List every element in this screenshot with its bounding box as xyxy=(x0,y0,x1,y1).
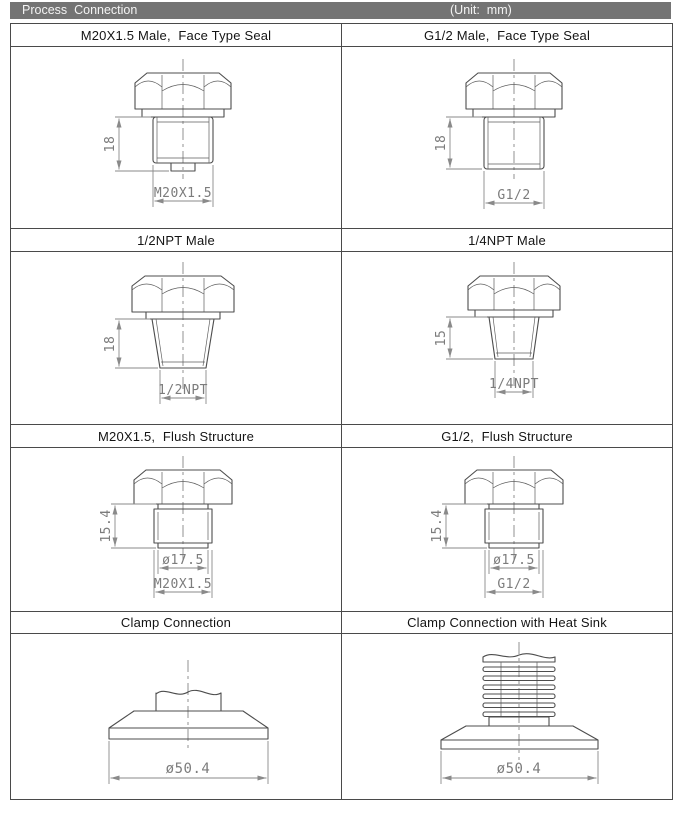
drawing-cell-14npt xyxy=(342,252,672,424)
dim-height-label: 18 xyxy=(103,135,118,153)
drawing-g12-flush xyxy=(342,448,672,611)
height-dimension xyxy=(430,504,487,548)
height-dimension xyxy=(103,319,158,368)
thread-label: M20X1.5 xyxy=(153,186,213,201)
title-g12-flush: G1/2, Flush Structure xyxy=(441,428,573,444)
title-row-3 xyxy=(11,425,672,448)
title-m20-flush: M20X1.5, Flush Structure xyxy=(11,425,342,447)
body-break xyxy=(156,690,221,711)
drawing-12npt xyxy=(11,252,341,424)
diameter-dimension xyxy=(489,550,539,574)
header-bar-title: Process Connection xyxy=(22,3,138,17)
dim-height-label: 15.4 xyxy=(430,509,445,543)
dim-diameter-label: ø17.5 xyxy=(493,553,535,568)
drawing-cell-g12-face-seal xyxy=(342,47,672,228)
drawing-m20-flush xyxy=(11,448,341,611)
title-12npt: 1/2NPT Male xyxy=(11,229,342,251)
title-row-1 xyxy=(11,24,672,47)
dim-diameter-label: ø50.4 xyxy=(165,761,211,777)
title-row-2 xyxy=(11,229,672,252)
clamp-ferrule xyxy=(441,717,598,749)
title-g12-face-seal: G1/2 Male, Face Type Seal xyxy=(423,27,591,43)
drawing-g12-face-seal xyxy=(342,47,672,228)
drawing-row-2 xyxy=(11,252,672,425)
height-dimension xyxy=(434,117,482,169)
drawing-cell-clamp-heatsink xyxy=(342,634,672,799)
dim-height-label: 18 xyxy=(103,335,118,353)
drawing-cell-g12-flush xyxy=(342,448,672,611)
drawing-clamp xyxy=(11,634,341,799)
drawing-cell-clamp xyxy=(11,634,342,799)
thread-dimension xyxy=(489,361,539,398)
title-clamp-heatsink: Clamp Connection with Heat Sink xyxy=(407,615,607,630)
dim-height-label: 15 xyxy=(434,329,449,347)
clamp-ferrule xyxy=(109,711,268,739)
header-bar xyxy=(10,2,671,19)
drawing-cell-m20-face-seal xyxy=(11,47,342,228)
height-dimension xyxy=(434,317,493,359)
drawing-row-4 xyxy=(11,634,672,799)
drawing-m20-face-seal xyxy=(11,47,341,228)
heat-sink-fins xyxy=(483,654,555,717)
height-dimension xyxy=(99,504,156,548)
diameter-dimension xyxy=(158,550,208,574)
drawing-row-1 xyxy=(11,47,672,229)
dim-diameter-label: ø17.5 xyxy=(162,553,204,568)
drawing-row-3 xyxy=(11,448,672,612)
title-row-4 xyxy=(11,612,672,634)
diameter-dimension xyxy=(109,741,268,784)
unit-label: (Unit: mm) xyxy=(450,3,512,17)
dim-diameter-label: ø50.4 xyxy=(496,761,542,777)
title-clamp: Clamp Connection xyxy=(11,612,342,633)
drawing-cell-m20-flush xyxy=(11,448,342,611)
thread-label: G1/2 xyxy=(497,577,531,592)
drawing-14npt xyxy=(342,252,672,424)
thread-label: G1/2 xyxy=(497,188,531,203)
title-14npt: 1/4NPT Male xyxy=(468,232,546,248)
dim-height-label: 15.4 xyxy=(99,509,114,543)
thread-label: M20X1.5 xyxy=(153,577,213,592)
thread-label: 1/4NPT xyxy=(489,377,539,392)
thread-label: 1/2NPT xyxy=(158,383,208,398)
thread-dimension xyxy=(158,370,208,404)
dim-height-label: 18 xyxy=(434,134,449,152)
title-m20-face-seal: M20X1.5 Male, Face Type Seal xyxy=(11,24,342,46)
diameter-dimension xyxy=(441,751,598,784)
drawing-cell-12npt xyxy=(11,252,342,424)
connection-table xyxy=(10,23,673,800)
drawing-clamp-heatsink xyxy=(342,634,672,799)
